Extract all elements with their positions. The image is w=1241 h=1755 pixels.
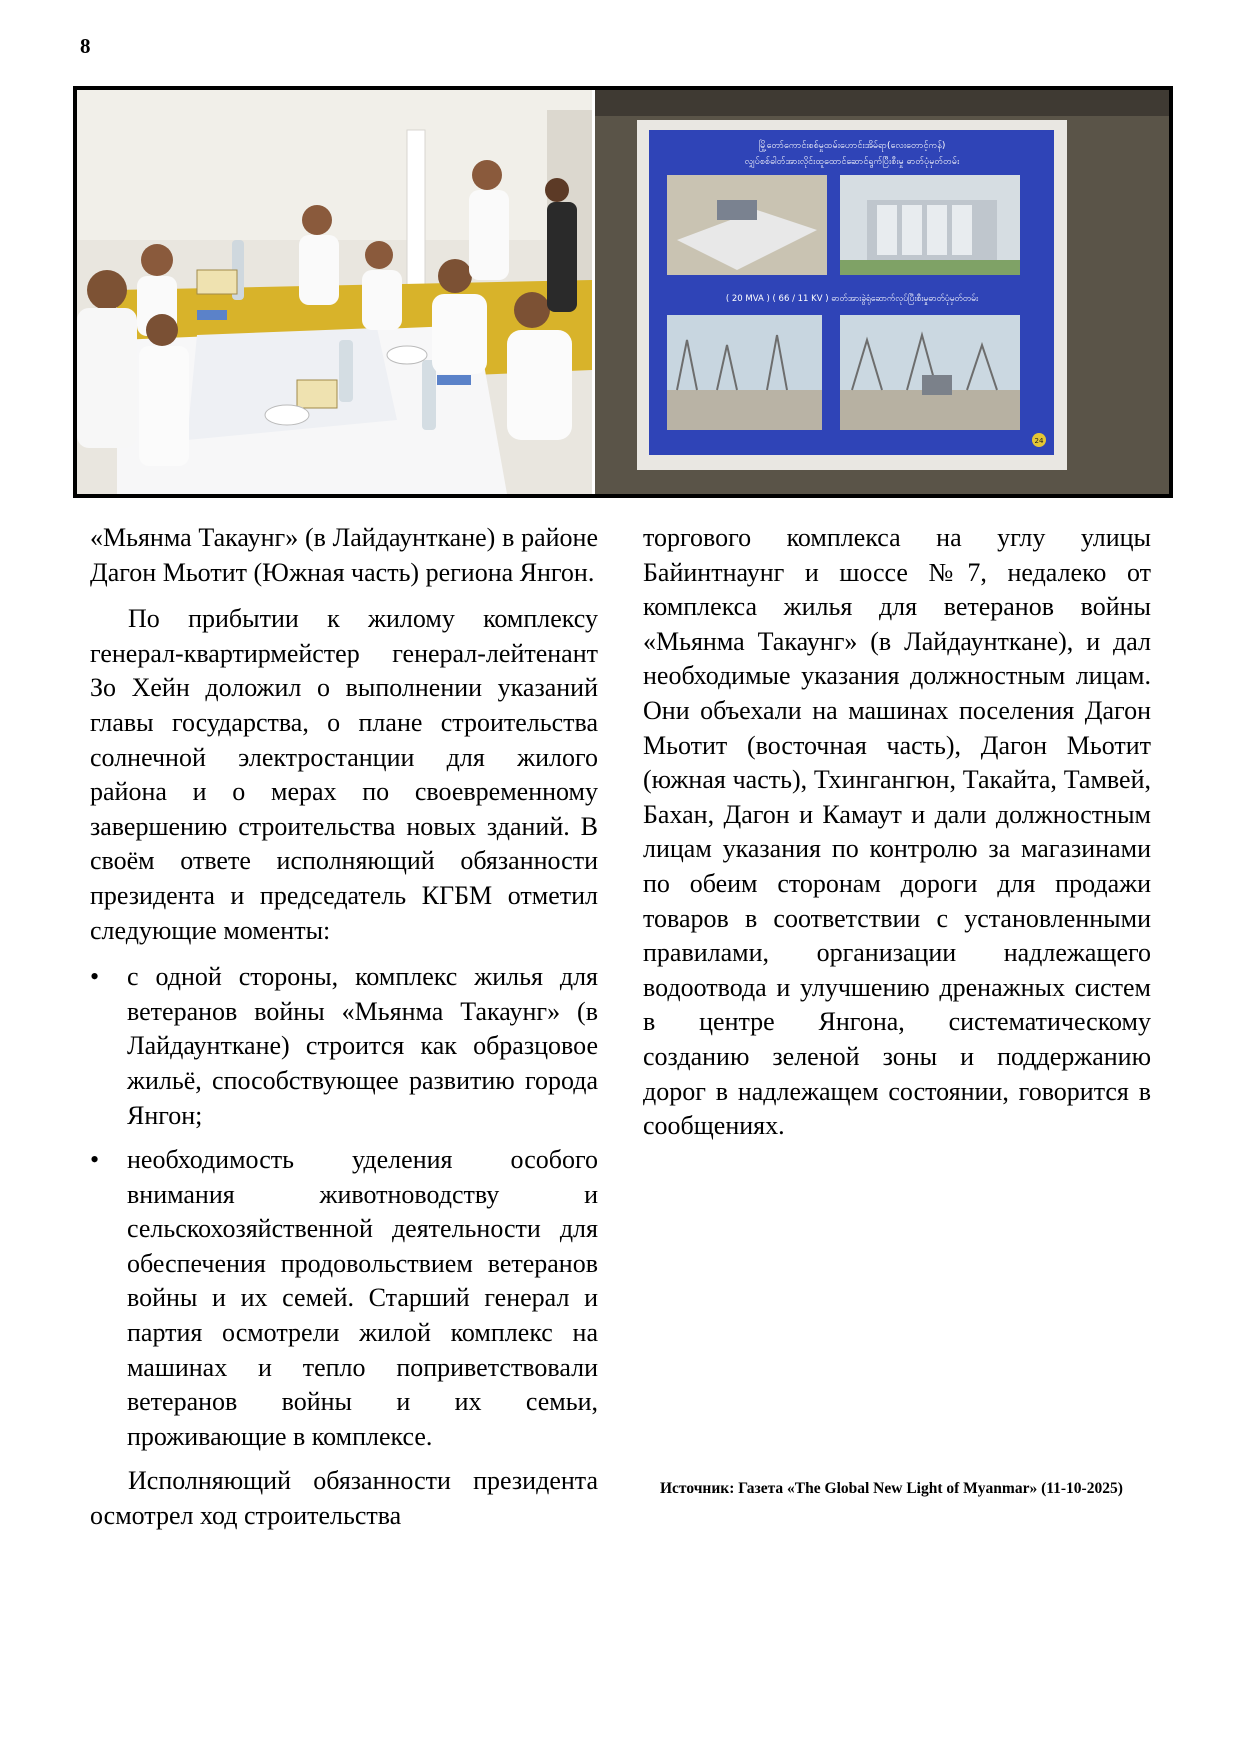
slide-header-line1: မြို့တော်ကောင်းစစ်မှုထမ်းဟောင်းအိမ်ရာ(လေးတောင့်ကန်) (758, 141, 946, 151)
left-paragraph-2: По прибытии к жилому комплексу генерал-квартирмейстер генерал-лейтенант Зо Хейн доложил о выполнении указаний главы государства, о плане строительства солнечной электростанции для жилого района и о мерах по своевременному завершению строительства новых зданий. В своём ответе исполняющий обязанности президента и председатель КГБМ отметил следующие моменты: (90, 604, 598, 945)
news-photo (73, 86, 1173, 498)
slide-header-line2: လျှပ်စစ်ဓါတ်အားလိုင်းထူထောင်ဆောင်ရွက်ပြီးစီးမှု ဓာတ်ပုံမှတ်တမ်း (744, 157, 960, 167)
bullet-icon: • (90, 1145, 100, 1175)
left-column (90, 521, 598, 1546)
list-item (90, 1143, 598, 1454)
left-paragraph-3: Исполняющий обязанности президента осмотрел ход строительства (90, 1466, 598, 1531)
list-item-text: необходимость уделения особого внимания животноводству и сельскохозяйственной деятельности для обеспечения продовольствием ветеранов войны и их семей. Старший генерал и партия осмотрели жилой комплекс на машинах и тепло поприветствовали ветеранов войны и их семьи, проживающие в комплексе. (127, 1145, 598, 1451)
bullet-icon: • (90, 962, 100, 992)
list-item (90, 960, 598, 1133)
left-paragraph-1: «Мьянма Такаунг» (в Лайдаунткане) в районе Дагон Мьотит (Южная часть) региона Янгон. (90, 523, 598, 587)
slide-caption: ( 20 MVA ) ( 66 / 11 KV ) ဓာတ်အားခွဲရုံဆောက်လုပ်ပြီးစီးမှုဓာတ်ပုံမှတ်တမ်း (725, 294, 979, 304)
right-paragraph-1: торгового комплекса на углу улицы Байинтнаунг и шоссе №7, недалеко от комплекса жилья для ветеранов войны «Мьянма Такаунг» (в Лайдаунткане), и дал необходимые указания должностным лицам. Они объехали на машинах поселения Дагон Мьотит (восточная часть), Дагон Мьотит (южная часть), Тхингангюн, Такайта, Тамвей, Бахан, Дагон и Камаут и дали должностным лицам указания по контролю за магазинами по обеим сторонам дороги для продажи товаров в соответствии с установленными правилами, организации надлежащего водоотвода и улучшению дренажных систем в центре Янгона, систематическому созданию зеленой зоны и поддержанию дорог в надлежащем состоянии, говорится в сообщениях. (643, 523, 1151, 1141)
page-number: 8 (80, 34, 91, 58)
presentation-slide-photo (595, 90, 1169, 494)
right-column (643, 521, 1151, 1156)
list-item-text: с одной стороны, комплекс жилья для ветеранов войны «Мьянма Такаунг» (в Лайдаунткане) строится как образцовое жильё, способствующее развитию города Янгон; (127, 962, 598, 1130)
slide-page-tag: 24 (1034, 437, 1044, 445)
meeting-room-photo (77, 90, 592, 494)
bullet-list (90, 960, 598, 1454)
source-citation: Источник: Газета «The Global New Light of Myanmar» (11-10-2025) (660, 1480, 1123, 1497)
